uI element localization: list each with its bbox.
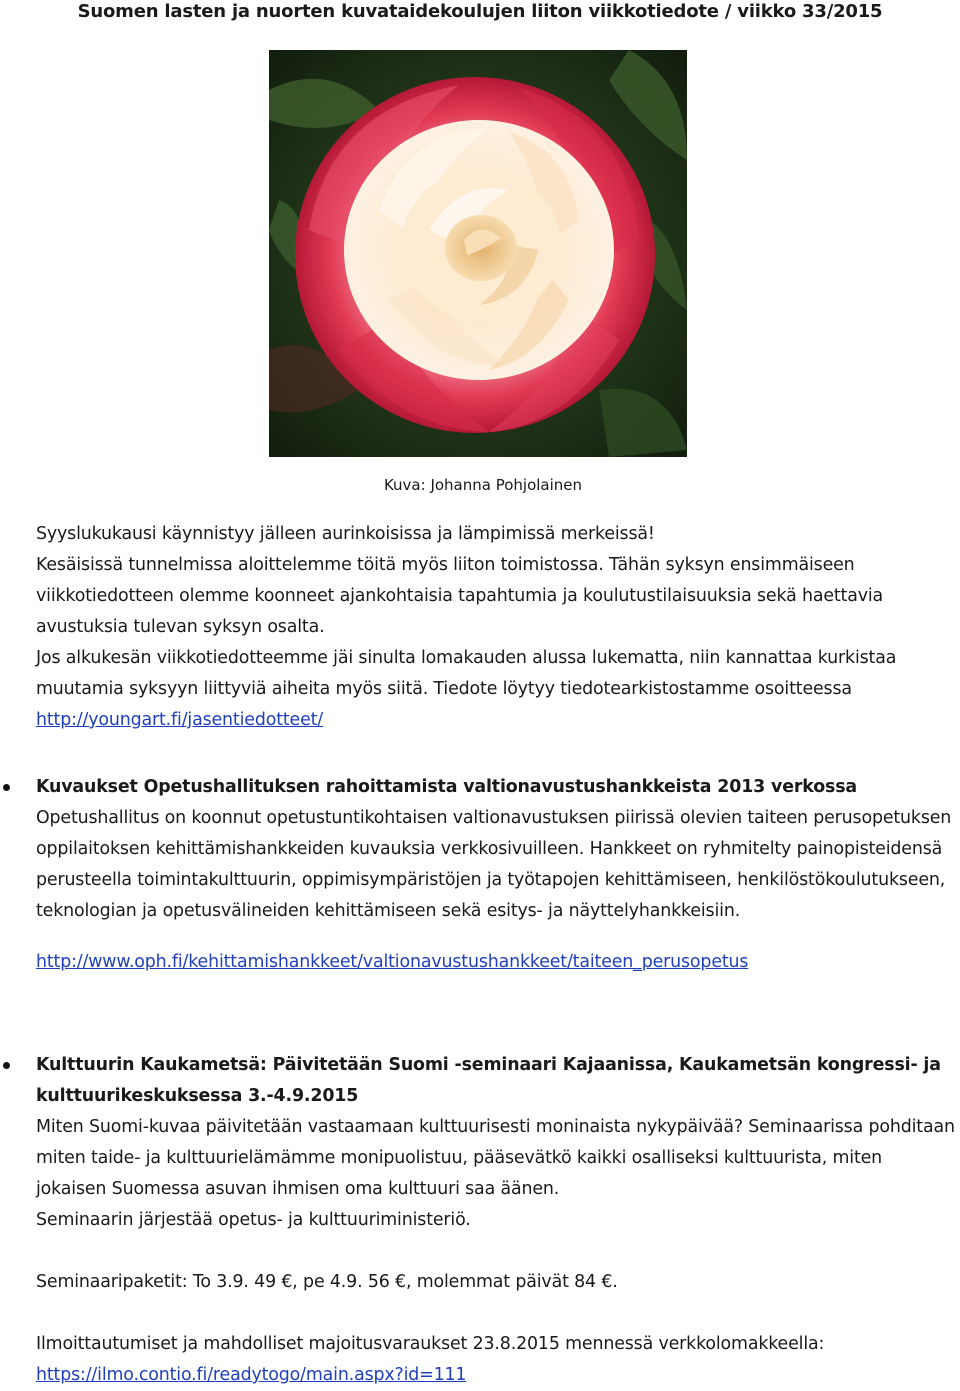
intro-paragraph: Kesäisissä tunnelmissa aloittelemme töitä myös liiton toimistossa. Tähän syksyn ensimmäiseen viikkotiedotteen olemme koonneet ajankohtaisia tapahtumia ja koulutustilaisuuksia sekä haettavia avustuksia tulevan syksyn osalta. bbox=[36, 555, 884, 637]
bullet-icon bbox=[3, 1062, 10, 1069]
photo-caption: Kuva: Johanna Pohjolainen bbox=[383, 476, 583, 494]
news-item-oph bbox=[36, 772, 956, 978]
news-title: Kulttuurin Kaukametsä: Päivitetään Suomi -seminaari Kajaanissa, Kaukametsän kongressi- ja kulttuurikeskuksessa 3.-4.9.2015 bbox=[36, 1055, 941, 1106]
seminar-registration: Ilmoittautumiset ja mahdolliset majoitusvaraukset 23.8.2015 mennessä verkkolomakkeella: bbox=[36, 1334, 825, 1354]
news-title: Kuvaukset Opetushallituksen rahoittamista valtionavustushankkeista 2013 verkossa bbox=[36, 777, 857, 797]
bullet-icon bbox=[3, 784, 10, 791]
intro-greeting: Syyslukukausi käynnistyy jälleen aurinkoisissa ja lämpimissä merkeissä! bbox=[36, 524, 655, 544]
seminar-prices: Seminaaripaketit: To 3.9. 49 €, pe 4.9. 56 €, molemmat päivät 84 €. bbox=[36, 1272, 618, 1292]
news-body: Miten Suomi-kuvaa päivitetään vastaamaan kulttuurisesti moninaista nykypäivää? Seminaarissa pohditaan miten taide- ja kulttuurielämämme monipuolistuu, pääsevätkö kaikki osalliseksi kulttuurista, miten jokaisen Suomessa asuvan ihmisen oma kulttuuri saa äänen. bbox=[36, 1117, 955, 1199]
page-title: Suomen lasten ja nuorten kuvataidekoulujen liiton viikkotiedote / viikko 33/2015 bbox=[77, 1, 883, 22]
seminar-organizer: Seminaarin järjestää opetus- ja kulttuuriministeriö. bbox=[36, 1210, 471, 1230]
archive-link[interactable]: http://youngart.fi/jasentiedotteet/ bbox=[36, 710, 324, 730]
oph-link[interactable]: http://www.oph.fi/kehittamishankkeet/valtionavustushankkeet/taiteen_perusopetus bbox=[36, 952, 749, 972]
news-body: Opetushallitus on koonnut opetustuntikohtaisen valtionavustuksen piirissä olevien taiteen perusopetuksen oppilaitoksen kehittämishankkeiden kuvauksia verkkosivuilleen. Hankkeet on ryhmitelty painopisteidensä perusteella toimintakulttuurin, oppimisympäristöjen ja työtapojen kehittämiseen, henkilöstökoulutukseen, teknologian ja opetusvälineiden kehittämiseen sekä esitys- ja näyttelyhankkeisiin. bbox=[36, 808, 952, 921]
intro-section bbox=[36, 519, 936, 736]
registration-link[interactable]: https://ilmo.contio.fi/readytogo/main.aspx?id=111 bbox=[36, 1365, 467, 1385]
news-item-seminar bbox=[36, 1050, 956, 1391]
rose-photo bbox=[269, 50, 687, 457]
intro-archive-paragraph: Jos alkukesän viikkotiedotteemme jäi sinulta lomakauden alussa lukematta, niin kannattaa kurkistaa muutamia syksyyn liittyviä aiheita myös siitä. Tiedote löytyy tiedotearkistostamme osoitteessa bbox=[36, 648, 897, 699]
